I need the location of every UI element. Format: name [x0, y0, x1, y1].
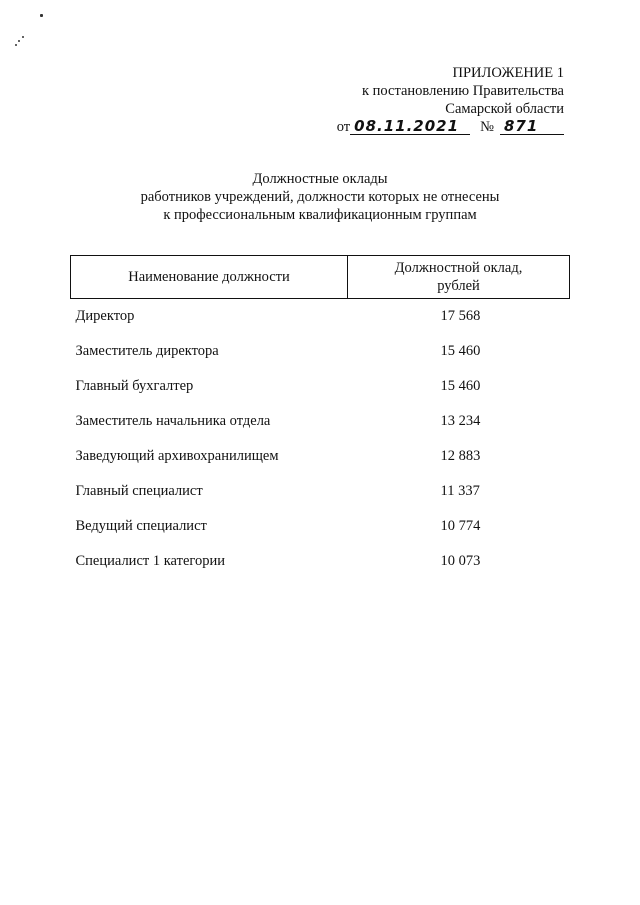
resolution-number: 871 [500, 118, 564, 135]
table-row [71, 509, 570, 544]
salary-amount: 15 460 [440, 343, 481, 359]
heading-line-2: работников учреждений, должности которых не отнесены [140, 189, 500, 205]
heading-line-3: к профессиональным квалификационным группам [163, 207, 477, 223]
position-name: Главный специалист [75, 483, 203, 499]
position-name: Главный бухгалтер [75, 378, 194, 394]
appendix-resolution: к постановлению Правительства [362, 83, 564, 99]
salary-amount: 10 774 [440, 518, 481, 534]
appendix-region: Самарской области [445, 101, 564, 117]
table-row [71, 544, 570, 579]
header-salary-line-1: Должностной оклад, [394, 260, 523, 276]
resolution-date: 08.11.2021 [350, 118, 470, 135]
salary-table [70, 255, 570, 579]
position-name: Заместитель начальника отдела [75, 413, 271, 429]
position-name: Директор [75, 308, 135, 324]
table-header-row [71, 256, 570, 299]
salary-amount: 12 883 [440, 448, 481, 464]
position-name: Специалист 1 категории [75, 553, 225, 569]
header-position-name: Наименование должности [71, 256, 348, 299]
heading-line-1: Должностные оклады [252, 171, 388, 187]
salary-amount: 15 460 [440, 378, 481, 394]
salary-amount: 13 234 [440, 413, 481, 429]
salary-amount: 10 073 [440, 553, 481, 569]
number-sign: № [480, 119, 494, 135]
scan-speck [15, 44, 17, 46]
document-heading [0, 170, 640, 224]
position-name: Заместитель директора [75, 343, 219, 359]
date-prefix: от [336, 119, 351, 135]
table-row [71, 439, 570, 474]
position-name: Ведущий специалист [75, 518, 207, 534]
table-row [71, 299, 570, 335]
scan-speck [22, 36, 24, 38]
table-row [71, 369, 570, 404]
appendix-date-line [337, 118, 564, 136]
scan-speck [40, 14, 43, 17]
scan-speck [18, 40, 20, 42]
position-name: Заведующий архивохранилищем [75, 448, 279, 464]
salary-amount: 17 568 [440, 308, 481, 324]
table-row [71, 474, 570, 509]
appendix-title: ПРИЛОЖЕНИЕ 1 [452, 65, 564, 81]
header-salary [348, 256, 570, 299]
table-row [71, 404, 570, 439]
appendix-block [337, 64, 564, 136]
header-salary-line-2: рублей [437, 278, 480, 294]
table-row [71, 334, 570, 369]
salary-amount: 11 337 [440, 483, 480, 499]
